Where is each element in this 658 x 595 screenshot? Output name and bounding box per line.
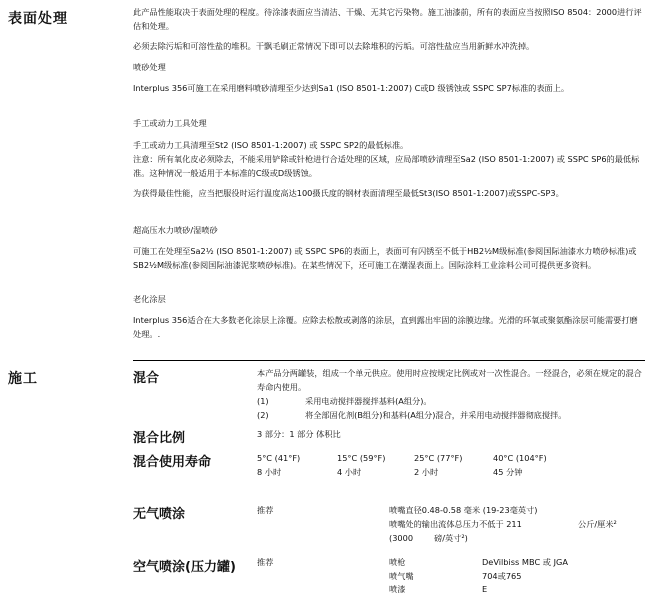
airless-recommended: 推荐 — [257, 505, 274, 515]
mix-step-2-text: 将全部固化剂(B组分)和基料(A组分)混合，并采用电动搅拌器彻底搅拌。 — [305, 410, 567, 420]
airless-spray-label: 无气喷涂 — [133, 507, 186, 522]
pot-life-label: 混合使用寿命 — [133, 455, 212, 470]
air-spray-nozzle-value: E — [482, 584, 488, 594]
application-section-title: 施工 — [8, 371, 38, 387]
pot-life-temp-2: 15°C (59°F) — [337, 453, 386, 463]
uhp-heading: 超高压水力喷砂/湿喷砂 — [133, 225, 218, 235]
mix-step-1-num: (1) — [257, 396, 269, 406]
mix-ratio-value: 3 部分：1 部分 体积比 — [257, 429, 341, 439]
airless-psi-value: (3000 — [389, 533, 414, 543]
aged-coating-text: Interplus 356适合在大多数老化涂层上涂覆。应除去松散或剥落的涂层，直到露出牢固的涂膜边缘。光滑的环氧或聚氨酯涂层可能需要打磨处理。. — [133, 315, 638, 339]
blast-heading: 喷砂处理 — [133, 62, 166, 72]
pot-life-temp-4: 40°C (104°F) — [493, 453, 547, 463]
air-spray-label: 空气喷涂(压力罐) — [133, 560, 236, 575]
air-spray-recommended: 推荐 — [257, 557, 274, 567]
hand-tool-heading: 手工或动力工具处理 — [133, 118, 207, 128]
uhp-text: 可施工在处理至Sa2½ (ISO 8501-1:2007) 或 SSPC SP6的表面上，表面可有闪锈至不低于HB2½M级标准(参阅国际油漆水力喷砂标准)或 SB2½M级标准(参阅国际油漆泥浆喷砂标准)。在某些情况下，还可施工在潮湿表面上。国际涂料工业涂料公司可提供更多资料。 — [133, 246, 637, 270]
pot-life-time-4: 45 分钟 — [493, 467, 523, 477]
mix-step-1-text: 采用电动搅拌器搅拌基料(A组分)。 — [305, 396, 432, 406]
mix-step-2-num: (2) — [257, 410, 269, 420]
blast-text: Interplus 356可施工在采用磨料喷砂清理至少达到Sa1 (ISO 8501-1:2007) C或D 级锈蚀或 SSPC SP7标准的表面上。 — [133, 83, 570, 93]
pot-life-time-3: 2 小时 — [414, 467, 439, 477]
mixing-text: 本产品分两罐装，组成一个单元供应。使用时应按规定比例或对一次性混合。一经混合，必须在规定的混合寿命内使用。 — [257, 368, 642, 392]
surface-intro: 此产品性能取决于表面处理的程度。待涂漆表面应当清洁、干燥、无其它污染物。施工油漆前，所有的表面应当按照ISO 8504：2000进行评估和处理。 — [133, 7, 642, 31]
pot-life-temp-3: 25°C (77°F) — [414, 453, 463, 463]
air-spray-nozzle-key: 喷漆 — [389, 584, 406, 594]
best-performance-text: 为获得最佳性能，应当把服役时运行温度高达100摄氏度的钢材表面清理至最低St3(ISO 8501-1:2007)或SSPC-SP3。 — [133, 188, 564, 198]
mix-ratio-label: 混合比例 — [133, 431, 186, 446]
hand-tool-note: 注意：所有氧化皮必须除去，不能采用铲除或针枪进行合适处理的区域，应局部喷砂清理至Sa2 (ISO 8501-1:2007) 或 SSPC SP6的最低标准。这种情况一般适用于本标准的C级或D级锈蚀。 — [133, 154, 640, 178]
air-spray-cap-key: 喷气嘴 — [389, 571, 414, 581]
aged-coating-heading: 老化涂层 — [133, 294, 166, 304]
air-spray-gun-key: 喷枪 — [389, 557, 406, 567]
pot-life-temp-1: 5°C (41°F) — [257, 453, 301, 463]
hand-tool-text: 手工或动力工具清理至St2 (ISO 8501-1:2007) 或 SSPC SP2的最低标准。 — [133, 140, 409, 150]
mixing-label: 混合 — [133, 371, 160, 386]
airless-pressure-unit: 公斤/厘米² — [578, 519, 617, 529]
airless-tip-size: 喷嘴直径0.48-0.58 毫米 (19-23毫英寸) — [389, 505, 538, 515]
section-divider — [133, 360, 645, 361]
surface-section-title: 表面处理 — [8, 11, 68, 27]
pot-life-time-1: 8 小时 — [257, 467, 282, 477]
air-spray-cap-value: 704或765 — [482, 571, 522, 581]
surface-salts: 必须去除污垢和可溶性盐的堆积。干飘毛刷正常情况下即可以去除堆积的污垢。可溶性盐应当用新鲜水冲洗掉。 — [133, 41, 535, 51]
air-spray-gun-value: DeVilbiss MBC 或 JGA — [482, 557, 568, 567]
airless-psi-unit: 磅/英寸²) — [434, 533, 468, 543]
airless-pressure: 喷嘴处的输出流体总压力不低于 211 — [389, 519, 522, 529]
pot-life-time-2: 4 小时 — [337, 467, 362, 477]
